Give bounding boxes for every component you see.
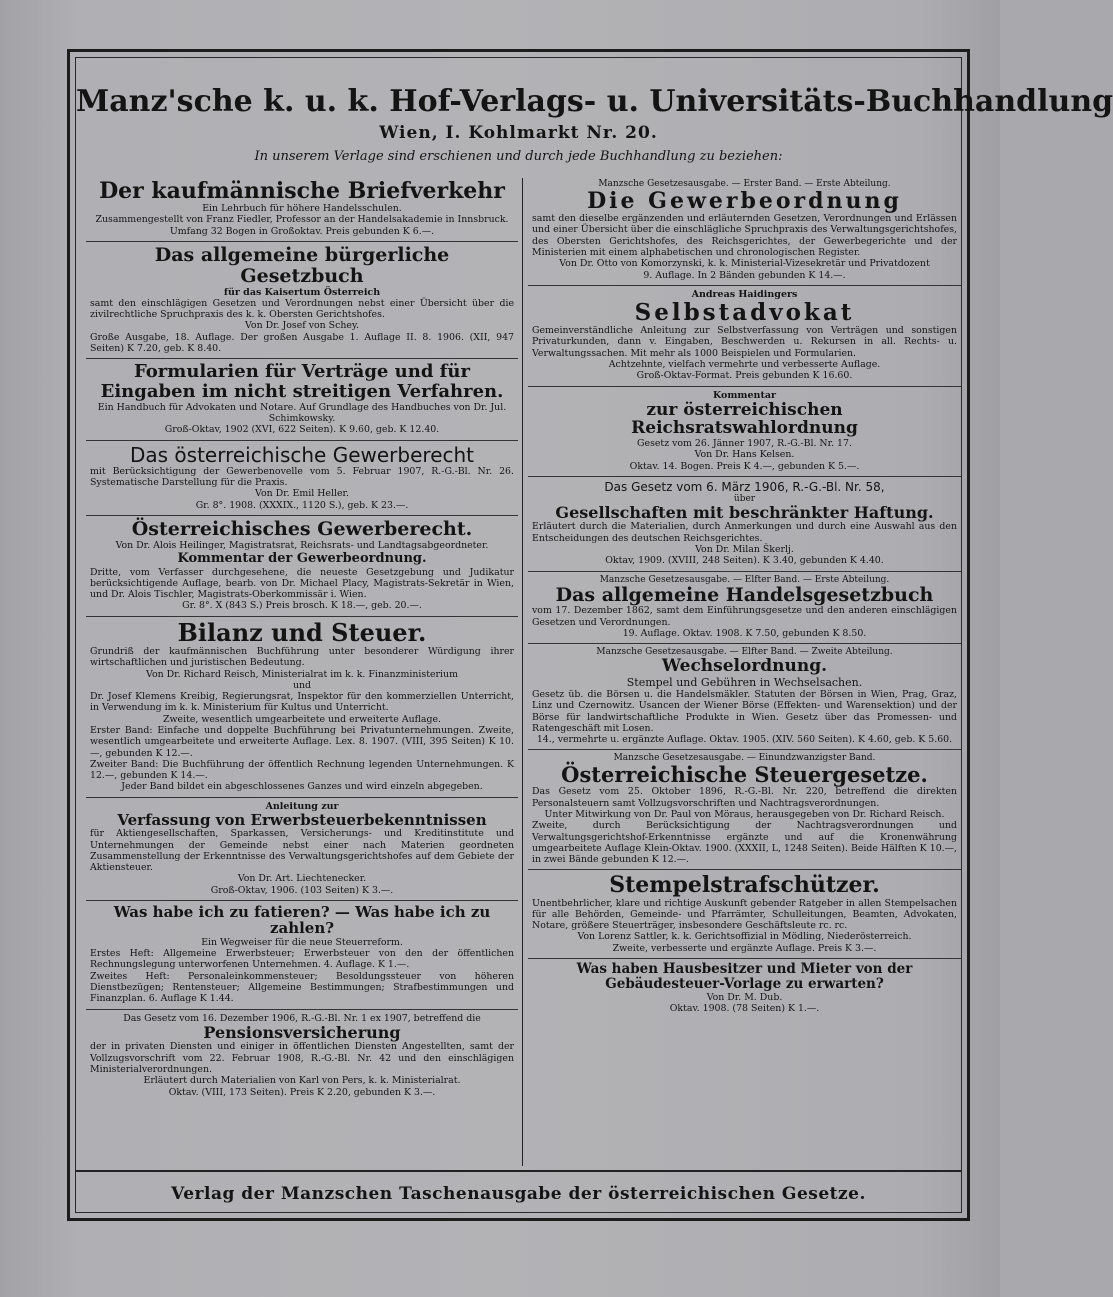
book-pretitle-2: über — [733, 493, 756, 504]
book-entry — [528, 477, 961, 572]
book-pretitle: Anleitung zur — [265, 800, 339, 812]
book-line: Oktav. 1908. (78 Seiten) K 1.—. — [669, 1002, 820, 1014]
book-pretitle: Manzsche Gesetzesausgabe. — Elfter Band. — Erste Abteilung. — [599, 574, 890, 585]
book-entry — [86, 901, 518, 1010]
book-subtitle: für das Kaisertum Österreich — [223, 286, 381, 298]
left-column — [86, 176, 518, 1169]
book-line: Unentbehrlicher, klare und richtige Auskunft gebender Ratgeber in allen Stempelsachen für alle Behörden, Gemeinde- und Pfarrämter, Schulleitungen, Beamten, Advokaten, Notare, größere Steuerträger, insbesondere Geschäftsleute rc. rc. — [532, 897, 957, 932]
book-line: Ein Lehrbuch für höhere Handelsschulen. — [202, 203, 402, 215]
book-title: zur österreichischen Reichsratswahlordnung — [631, 399, 858, 439]
book-title: Pensionsversicherung — [203, 1022, 401, 1042]
intro-line: In unserem Verlage sind erschienen und durch jede Buchhandlung zu beziehen: — [254, 149, 783, 164]
book-title: Das allgemeine bürgerliche Gesetzbuch — [154, 244, 450, 287]
book-title: Verfassung von Erwerbsteuerbekenntnissen — [117, 810, 487, 829]
book-line: samt den einschlägigen Gesetzen und Verordnungen nebst einer Übersicht über die zivilrechtliche Spruchpraxis des k. k. Obersten Gerichtshofes. — [90, 297, 514, 321]
book-line: Zusammengestellt von Franz Fiedler, Professor an der Handelsakademie in Innsbruck. — [95, 214, 509, 226]
book-line: Gemeinverständliche Anleitung zur Selbstverfassung von Verträgen und sonstigen Privaturkunden, dann v. Eingaben, Beschwerden u. Rekursen in all. Rechts- u. Verwaltungssachen. Mit mehr als 1000 Beispielen und Formularien. — [532, 325, 957, 359]
book-title: Die Gewerbeordnung — [587, 188, 902, 214]
book-entry — [528, 572, 961, 645]
book-title: Das allgemeine Handelsgesetzbuch — [555, 583, 934, 606]
book-line: Zweites Heft: Personaleinkommensteuer; Besoldungssteuer von höheren Dienstbezügen; Rentensteuer; Allgemeine Bestimmungen; Strafbestimmungen und Finanzplan. 6. Auflage K 1.44. — [90, 970, 514, 1005]
advertisement-frame — [67, 49, 1113, 1221]
book-line: Von Dr. Milan Škerlj. — [695, 543, 794, 555]
book-line: Grundriß der kaufmännischen Buchführung unter besonderer Würdigung ihrer wirtschaftlichen und juristischen Bedeutung. — [90, 646, 514, 669]
book-line: Von Lorenz Sattler, k. k. Gerichtsoffizial in Mödling, Niederösterreich. — [577, 931, 912, 943]
book-pretitle: Kommentar — [713, 389, 776, 401]
book-line: Erläutert durch die Materialien, durch Anmerkungen und durch eine Auswahl aus den Entscheidungen des deutschen Reichsgerichtes. — [532, 521, 957, 544]
book-title: Der kaufmännische Briefverkehr — [99, 178, 505, 204]
book-title: Was habe ich zu fatieren? — Was habe ich zu zahlen? — [113, 902, 491, 938]
book-line: Erläutert durch Materialien von Karl von Pers, k. k. Ministerialrat. — [143, 1075, 461, 1087]
publisher-title: Manz'sche k. u. k. Hof-Verlags- u. Universitäts-Buchhandlung — [76, 84, 1113, 119]
book-line: Das Gesetz vom 25. Oktober 1896, R.-G.-Bl. Nr. 220, betreffend die direkten Personalsteuern samt Vollzugsvorschriften und Nachtragsverordnungen. — [532, 786, 957, 809]
book-line: Zweite, verbesserte und ergänzte Auflage. Preis K 3.—. — [612, 942, 877, 954]
book-pretitle: Manzsche Gesetzesausgabe. — Einundzwanzigster Band. — [613, 753, 876, 764]
book-pretitle: Das Gesetz vom 6. März 1906, R.-G.-Bl. Nr. 58, — [604, 479, 885, 494]
book-entry — [86, 516, 518, 617]
book-pretitle: Manzsche Gesetzesausgabe. — Erster Band. — Erste Abteilung. — [598, 179, 891, 189]
book-line: samt den dieselbe ergänzenden und erläuternden Gesetzen, Verordnungen und Erlässen und einer Übersicht über die einschlägliche Spruchpraxis des Verwaltungsgerichtshofes, des Obersten Gerichtshofes, des Reichsgerichtes, der Gewerbegerichte und der Ministerien mit einem alphabetischen und chronologischen Register. — [532, 213, 957, 259]
book-entry — [86, 441, 518, 516]
book-entry — [86, 242, 518, 359]
book-line: mit Berücksichtigung der Gewerbenovelle vom 5. Februar 1907, R.-G.-Bl. Nr. 26. Systematische Darstellung für die Praxis. — [90, 465, 514, 488]
book-title: Was haben Hausbesitzer und Mieter von der Gebäudesteuer-Vorlage zu erwarten? — [576, 961, 913, 992]
book-line: der in privaten Diensten und einiger in öffentlichen Diensten Angestellten, samt der Vollzugsvorschrift vom 22. Februar 1908, R.-G.-Bl. Nr. 42 und den einschlägigen Ministerialverordnungen. — [90, 1041, 514, 1076]
publisher-address: Wien, I. Kohlmarkt Nr. 20. — [379, 123, 658, 143]
book-title: Stempelstrafschützer. — [609, 872, 880, 899]
header — [76, 58, 1113, 188]
book-line: Von Dr. Art. Liechtenecker. — [237, 873, 367, 885]
book-line: Dr. Josef Klemens Kreibig, Regierungsrat, Inspektor für den kommerziellen Unterricht, in Verwendung im k. k. Ministerium für Kultus und Unterricht. — [90, 691, 514, 714]
book-pretitle: Das Gesetz vom 16. Dezember 1906, R.-G.-Bl. Nr. 1 ex 1907, betreffend die — [123, 1012, 481, 1024]
advertisement-inner-border — [75, 57, 1113, 1213]
book-title: Wechselordnung. — [661, 656, 828, 677]
book-line: Gr. 8°. X (843 S.) Preis brosch. K 18.—, geb. 20.—. — [182, 600, 422, 612]
book-line: vom 17. Dezember 1862, samt dem Einführungsgesetze und den anderen einschlägigen Gesetzen und Verordnungen. — [532, 605, 957, 628]
book-line: Von Dr. Josef von Schey. — [245, 320, 359, 332]
book-line: Groß-Oktav-Format. Preis gebunden K 16.60. — [636, 370, 853, 382]
book-line: Zweite, durch Berücksichtigung der Nachtragsverordnungen und Verwaltungsgerichtshof-Erkenntnisse ergänzte und auf die Kronenwährung umgearbeitete Auflage Klein-Oktav. 1900. (XXXII, L, 1248 Seiten). Beide Hälften K 10.—, in zwei Bände gebunden K 12.—. — [532, 820, 957, 866]
book-line: Groß-Oktav, 1906. (103 Seiten) K 3.—. — [210, 884, 394, 896]
book-line: Von Dr. Emil Heller. — [255, 488, 349, 500]
book-title: Bilanz und Steuer. — [177, 617, 427, 647]
book-title: Das österreichische Gewerberecht — [129, 442, 475, 467]
footer-title: Verlag der Manzschen Taschenausgabe der österreichischen Gesetze. — [171, 1184, 866, 1204]
book-line: Groß-Oktav, 1902 (XVI, 622 Seiten). K 9.60, geb. K 12.40. — [164, 424, 440, 436]
book-line: Umfang 32 Bogen in Großoktav. Preis gebunden K 6.—. — [169, 225, 435, 237]
book-line: Jeder Band bildet ein abgeschlossenes Ganzes und wird einzeln abgegeben. — [121, 781, 483, 793]
book-entry — [86, 798, 518, 901]
book-line: Von Dr. Richard Reisch, Ministerialrat im k. k. Finanzministerium — [146, 668, 458, 680]
book-line: Von Dr. Otto von Komorzynski, k. k. Ministerial-Vizesekretär und Privatdozent — [559, 258, 930, 270]
book-line: Oktav. (VIII, 173 Seiten). Preis K 2.20, gebunden K 3.—. — [168, 1086, 436, 1098]
book-line: Erster Band: Einfache und doppelte Buchführung bei Privatunternehmungen. Zweite, wesentlich umgearbeitete und erweiterte Auflage. Lex. 8. 1907. (VIII, 395 Seiten) K 10.—, gebunden K 12.—. — [90, 725, 514, 759]
book-line: 19. Auflage. Oktav. 1908. K 7.50, gebunden K 8.50. — [622, 627, 867, 639]
book-line: Gesetz vom 26. Jänner 1907, R.-G.-Bl. Nr. 17. — [637, 437, 852, 449]
book-pretitle: Andreas Haidingers — [691, 288, 798, 300]
book-title: Österreichisches Gewerberecht. — [131, 517, 473, 540]
book-line: 9. Auflage. In 2 Bänden gebunden K 14.—. — [643, 269, 846, 281]
book-line: Von Dr. Alois Heilinger, Magistratsrat, Reichsrats- und Landtagsabgeordneter. — [115, 539, 489, 551]
book-entry — [86, 359, 518, 440]
book-title: Gesellschaften mit beschränkter Haftung. — [555, 502, 934, 522]
book-entry — [528, 286, 961, 387]
book-title: Formularien für Verträge und für Eingaben im nicht streitigen Verfahren. — [100, 361, 504, 403]
book-line: Gesetz üb. die Börsen u. die Handelsmäkler. Statuten der Börsen in Wien, Prag, Graz, Linz und Czernowitz. Usancen der Wiener Börse (Effekten- und Warensektion) und der Börse für landwirtschaftliche Produkte in Wien. Gesetz über das Promessen- und Ratengeschäft mit Losen. — [532, 688, 957, 734]
book-line: Kommentar der Gewerbeordnung. — [177, 550, 427, 566]
book-line: Dritte, vom Verfasser durchgesehene, die neueste Gesetzgebung und Judikatur berücksichtigende Auflage, bearb. von Dr. Michael Placy, Magistrats-Sekretär in Wien, und Dr. Alois Tischler, Magistrats-Oberkommissär i. Wien. — [90, 566, 514, 601]
book-subtitle: Stempel und Gebühren in Wechselsachen. — [626, 675, 863, 689]
book-entry — [528, 176, 961, 286]
book-line: Achtzehnte, vielfach vermehrte und verbesserte Auflage. — [608, 359, 881, 371]
book-entry — [86, 617, 518, 798]
book-entry — [86, 176, 518, 242]
book-entry — [528, 750, 961, 870]
book-line: Große Ausgabe, 18. Auflage. Der großen Ausgabe 1. Auflage II. 8. 1906. (XII, 947 Seiten) K 7.20, geb. K 8.40. — [90, 331, 514, 354]
book-line: Zweite, wesentlich umgearbeitete und erweiterte Auflage. — [163, 713, 441, 725]
book-line: Zweiter Band: Die Buchführung der öffentlich Rechnung legenden Unternehmungen. K 12.—, gebunden K 14.—. — [90, 758, 514, 782]
book-line: Von Dr. Hans Kelsen. — [694, 449, 795, 461]
book-entry — [528, 959, 961, 1018]
book-entry — [528, 870, 961, 959]
book-entry — [86, 1010, 518, 1102]
column-divider — [522, 178, 523, 1166]
book-title: Österreichische Steuergesetze. — [561, 762, 928, 788]
book-line: Oktav, 1909. (XVIII, 248 Seiten). K 3.40, gebunden K 4.40. — [605, 555, 884, 567]
right-column — [528, 176, 961, 1169]
book-entry — [528, 387, 961, 477]
book-line: und — [292, 679, 312, 691]
book-line: Von Dr. M. Dub. — [706, 991, 783, 1003]
book-line: Ein Handbuch für Advokaten und Notare. Auf Grundlage des Handbuches von Dr. Jul. Schimkowsky. — [97, 401, 507, 425]
book-line: 14., vermehrte u. ergänzte Auflage. Oktav. 1905. (XIV. 560 Seiten). K 4.60, geb. K 5.60. — [536, 734, 953, 746]
book-line: Erstes Heft: Allgemeine Erwerbsteuer; Erwerbsteuer von den der öffentlichen Rechnungslegung unterworfenen Unternehmen. 4. Auflage. K 1.—. — [90, 948, 514, 971]
footer-divider — [76, 1170, 961, 1172]
book-line: Unter Mitwirkung von Dr. Paul von Möraus, herausgegeben von Dr. Richard Reisch. — [544, 809, 945, 820]
book-line: Gr. 8°. 1908. (XXXIX., 1120 S.), geb. K 23.—. — [195, 499, 409, 511]
book-line: Oktav. 14. Bogen. Preis K 4.—, gebunden K 5.—. — [629, 460, 860, 472]
book-line: Ein Wegweiser für die neue Steuerreform. — [201, 936, 403, 948]
book-line: für Aktiengesellschaften, Sparkassen, Versicherungs- und Kreditinstitute und Unternehmungen der Gemeinde nebst einer nach Materien geordneten Zusammenstellung der Erkenntnisse des Verwaltungsgerichtshofes auf dem Gebiete der Aktiensteuer. — [90, 828, 514, 874]
book-title: Selbstadvokat — [634, 298, 855, 326]
book-pretitle: Manzsche Gesetzesausgabe. — Elfter Band. — Zweite Abteilung. — [596, 647, 893, 658]
book-entry — [528, 644, 961, 750]
